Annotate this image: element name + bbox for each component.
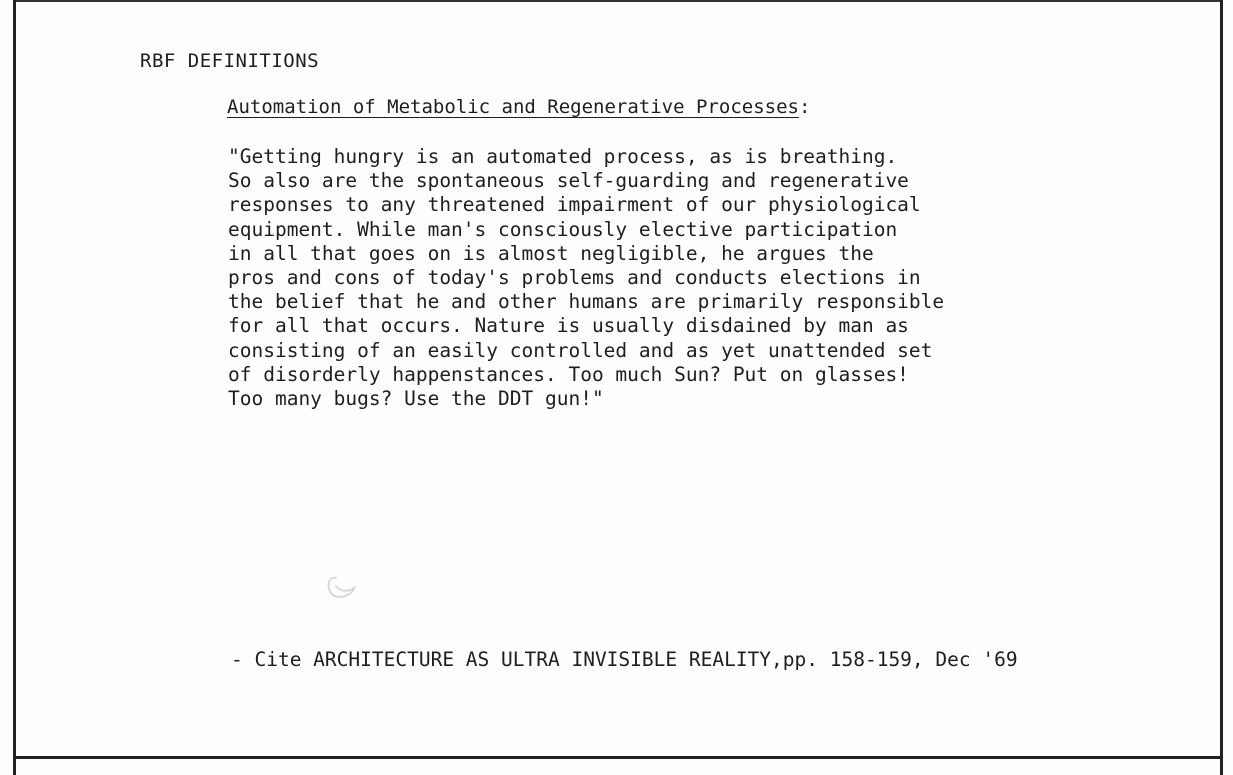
quote-line: Too many bugs? Use the DDT gun!" <box>228 387 604 411</box>
citation: - Cite ARCHITECTURE AS ULTRA INVISIBLE REALITY,pp. 158-159, Dec '69 <box>231 648 1018 671</box>
card-border-right <box>1220 0 1223 775</box>
definition-title-colon: : <box>798 96 811 118</box>
quote-line: "Getting hungry is an automated process, as is breathing. <box>228 145 898 168</box>
card-border-bottom <box>13 756 1223 759</box>
quote-line: consisting of an easily controlled and as yet unattended set <box>228 338 933 362</box>
card-border-top <box>13 0 1223 2</box>
card-border-left <box>13 0 16 775</box>
definition-title <box>227 96 810 118</box>
pencil-scribble-mark <box>318 566 368 606</box>
quote-line: equipment. While man's consciously elective participation <box>228 217 898 241</box>
quote-line: in all that goes on is almost negligible, he argues the <box>228 241 874 265</box>
quote-line: of disorderly happenstances. Too much Sun? Put on glasses! <box>228 362 909 386</box>
page-title: RBF DEFINITIONS <box>140 50 320 72</box>
definition-title-text: Automation of Metabolic and Regenerative Processes <box>227 96 799 118</box>
quote-line: for all that occurs. Nature is usually disdained by man as <box>228 314 909 338</box>
quote-line: So also are the spontaneous self-guarding and regenerative <box>228 169 909 193</box>
definition-quote <box>228 145 944 411</box>
quote-line: the belief that he and other humans are primarily responsible <box>228 290 945 314</box>
quote-line: responses to any threatened impairment of our physiological <box>228 193 921 217</box>
quote-line: pros and cons of today's problems and conducts elections in <box>228 266 921 290</box>
